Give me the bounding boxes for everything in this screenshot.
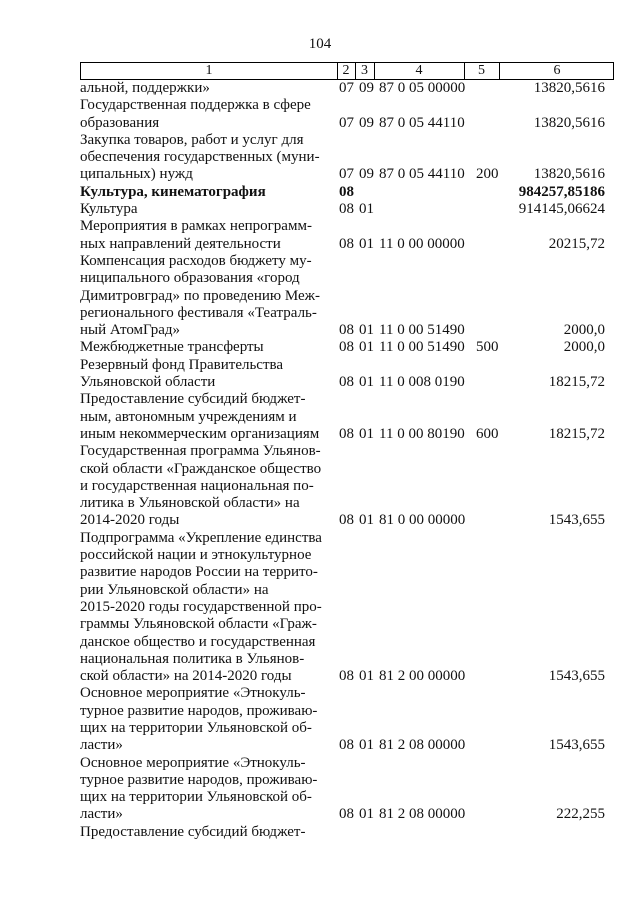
subsection-code: 09 — [359, 166, 374, 183]
section-code: 08 — [339, 201, 354, 218]
amount-value: 2000,0 — [563, 339, 605, 356]
description-line: развитие народов России на террито- — [80, 564, 318, 581]
description-line: Государственная поддержка в сфере — [80, 97, 311, 114]
table-row — [0, 443, 640, 529]
amount-value: 222,255 — [556, 806, 605, 823]
row-codes — [0, 806, 640, 823]
subsection-code: 01 — [359, 425, 374, 442]
table-row — [0, 218, 640, 253]
description-line: ласти» — [80, 806, 123, 823]
section-code: 07 — [339, 166, 354, 183]
section-code: 08 — [339, 512, 354, 529]
target-article-code: 11 0 00 80190 — [379, 425, 465, 442]
row-codes — [0, 512, 640, 529]
table-header — [80, 62, 614, 80]
row-description — [80, 530, 336, 686]
subsection-code: 01 — [359, 668, 374, 685]
row-codes — [0, 426, 640, 443]
row-codes — [0, 201, 640, 218]
description-line: регионального фестиваля «Театраль- — [80, 304, 317, 321]
section-code: 08 — [339, 322, 354, 339]
amount-value: 1543,655 — [548, 737, 605, 754]
subsection-code: 09 — [359, 114, 374, 131]
table-row — [0, 391, 640, 443]
row-codes — [0, 236, 640, 253]
description-line: щих на территории Ульяновской об- — [80, 789, 312, 806]
description-line: Основное мероприятие «Этнокуль- — [80, 754, 306, 771]
description-line: 2015-2020 годы государственной про- — [80, 598, 322, 615]
table-row — [0, 80, 640, 97]
amount-value: 13820,5616 — [533, 80, 605, 96]
header-cell-section: 2 — [342, 63, 350, 78]
row-codes — [0, 374, 640, 391]
subsection-code: 01 — [359, 201, 374, 218]
description-line: Резервный фонд Правительства — [80, 356, 284, 373]
row-codes — [0, 184, 640, 201]
target-article-code: 87 0 05 44110 — [379, 166, 465, 183]
table-row — [0, 97, 640, 132]
target-article-code: 81 2 08 00000 — [379, 806, 466, 823]
row-codes — [0, 322, 640, 339]
description-line: данское общество и государственная — [80, 633, 316, 650]
description-line: ципальных) нужд — [80, 166, 193, 183]
page-number: 104 — [308, 36, 332, 52]
description-line: рии Ульяновской области» на — [80, 581, 269, 598]
amount-value: 914145,06624 — [518, 201, 605, 218]
table-row — [0, 184, 640, 201]
row-codes — [0, 166, 640, 183]
description-line: ным, автономным учреждениям и — [80, 408, 297, 425]
section-code: 08 — [339, 235, 354, 252]
description-line: Компенсация расходов бюджету му- — [80, 252, 312, 269]
description-line: турное развитие народов, проживаю- — [80, 702, 318, 719]
section-code: 07 — [339, 114, 354, 131]
expense-type-code: 200 — [476, 166, 499, 183]
target-article-code: 87 0 05 44110 — [379, 114, 465, 131]
description-line: граммы Ульяновской области «Граж- — [80, 616, 317, 633]
description-line: ниципального образования «город — [80, 270, 300, 287]
target-article-code: 81 0 00 00000 — [379, 512, 466, 529]
description-line: Основное мероприятие «Этнокуль- — [80, 685, 306, 702]
target-article-code: 87 0 05 00000 — [379, 80, 466, 96]
description-line: Культура — [80, 201, 138, 218]
table-row — [0, 530, 640, 686]
description-line: иным некоммерческим организациям — [80, 425, 320, 442]
section-code: 08 — [339, 737, 354, 754]
amount-value: 1543,655 — [548, 668, 605, 685]
subsection-code: 01 — [359, 339, 374, 356]
subsection-code: 09 — [359, 80, 374, 96]
section-code: 08 — [339, 374, 354, 391]
amount-value: 13820,5616 — [533, 114, 605, 131]
description-line: обеспечения государственных (муни- — [80, 149, 320, 166]
description-line: ской области «Гражданское общество — [80, 460, 322, 477]
table-row — [0, 755, 640, 824]
description-line: Культура, кинематография — [80, 183, 266, 200]
expense-type-code: 600 — [476, 425, 499, 442]
section-code: 07 — [339, 80, 354, 96]
description-line: ных направлений деятельности — [80, 235, 281, 252]
description-line: ный АтомГрад» — [80, 322, 181, 339]
table-row — [0, 685, 640, 754]
subsection-code: 01 — [359, 512, 374, 529]
target-article-code: 11 0 00 51490 — [379, 339, 465, 356]
expense-type-code: 500 — [476, 339, 499, 356]
row-codes — [0, 115, 640, 132]
section-code: 08 — [339, 806, 354, 823]
section-code: 08 — [339, 425, 354, 442]
description-line: Закупка товаров, работ и услуг для — [80, 131, 304, 148]
header-cell-subsection: 3 — [361, 63, 368, 78]
table-row — [0, 824, 640, 841]
description-line: турное развитие народов, проживаю- — [80, 771, 318, 788]
description-line: российской нации и этнокультурное — [80, 547, 312, 564]
description-line: Межбюджетные трансферты — [80, 339, 264, 356]
table-row — [0, 201, 640, 218]
description-line: щих на территории Ульяновской об- — [80, 719, 312, 736]
description-line: Мероприятия в рамках непрограмм- — [80, 218, 312, 235]
description-line: Предоставление субсидий бюджет- — [80, 823, 306, 840]
row-codes — [0, 824, 640, 841]
target-article-code: 11 0 00 00000 — [379, 235, 465, 252]
amount-value: 20215,72 — [548, 235, 605, 252]
header-cell-target-article: 4 — [415, 63, 423, 78]
target-article-code: 81 2 08 00000 — [379, 737, 466, 754]
subsection-code: 01 — [359, 235, 374, 252]
header-cell-expense-type: 5 — [478, 63, 485, 78]
description-line: альной, поддержки» — [80, 80, 210, 96]
description-line: Предоставление субсидий бюджет- — [80, 391, 306, 408]
table-row — [0, 357, 640, 392]
table-row — [0, 132, 640, 184]
amount-value: 18215,72 — [548, 425, 605, 442]
budget-table-body — [0, 80, 640, 841]
description-line: литика в Ульяновской области» на — [80, 495, 300, 512]
target-article-code: 81 2 00 00000 — [379, 668, 466, 685]
target-article-code: 11 0 008 0190 — [379, 374, 465, 391]
section-code: 08 — [339, 183, 354, 200]
row-codes — [0, 339, 640, 356]
amount-value: 984257,85186 — [518, 183, 605, 200]
description-line: Государственная программа Ульянов- — [80, 443, 321, 460]
target-article-code: 11 0 00 51490 — [379, 322, 465, 339]
amount-value: 18215,72 — [548, 374, 605, 391]
description-line: ской области» на 2014-2020 годы — [80, 668, 292, 685]
description-line: образования — [80, 114, 160, 131]
description-line: Ульяновской области — [80, 374, 216, 391]
amount-value: 2000,0 — [563, 322, 605, 339]
description-line: Димитровград» по проведению Меж- — [80, 287, 321, 304]
table-row — [0, 253, 640, 339]
section-code: 08 — [339, 339, 354, 356]
row-codes — [0, 737, 640, 754]
description-line: Подпрограмма «Укрепление единства — [80, 529, 322, 546]
description-line: и государственная национальная по- — [80, 477, 314, 494]
section-code: 08 — [339, 668, 354, 685]
row-codes — [0, 80, 640, 97]
description-line: ласти» — [80, 737, 123, 754]
header-cell-description: 1 — [205, 63, 213, 78]
amount-value: 13820,5616 — [533, 166, 605, 183]
subsection-code: 01 — [359, 737, 374, 754]
description-line: национальная политика в Ульянов- — [80, 650, 305, 667]
row-codes — [0, 668, 640, 685]
subsection-code: 01 — [359, 806, 374, 823]
subsection-code: 01 — [359, 322, 374, 339]
header-cell-amount: 6 — [553, 63, 561, 78]
description-line: 2014-2020 годы — [80, 512, 180, 529]
subsection-code: 01 — [359, 374, 374, 391]
amount-value: 1543,655 — [548, 512, 605, 529]
table-row — [0, 339, 640, 356]
